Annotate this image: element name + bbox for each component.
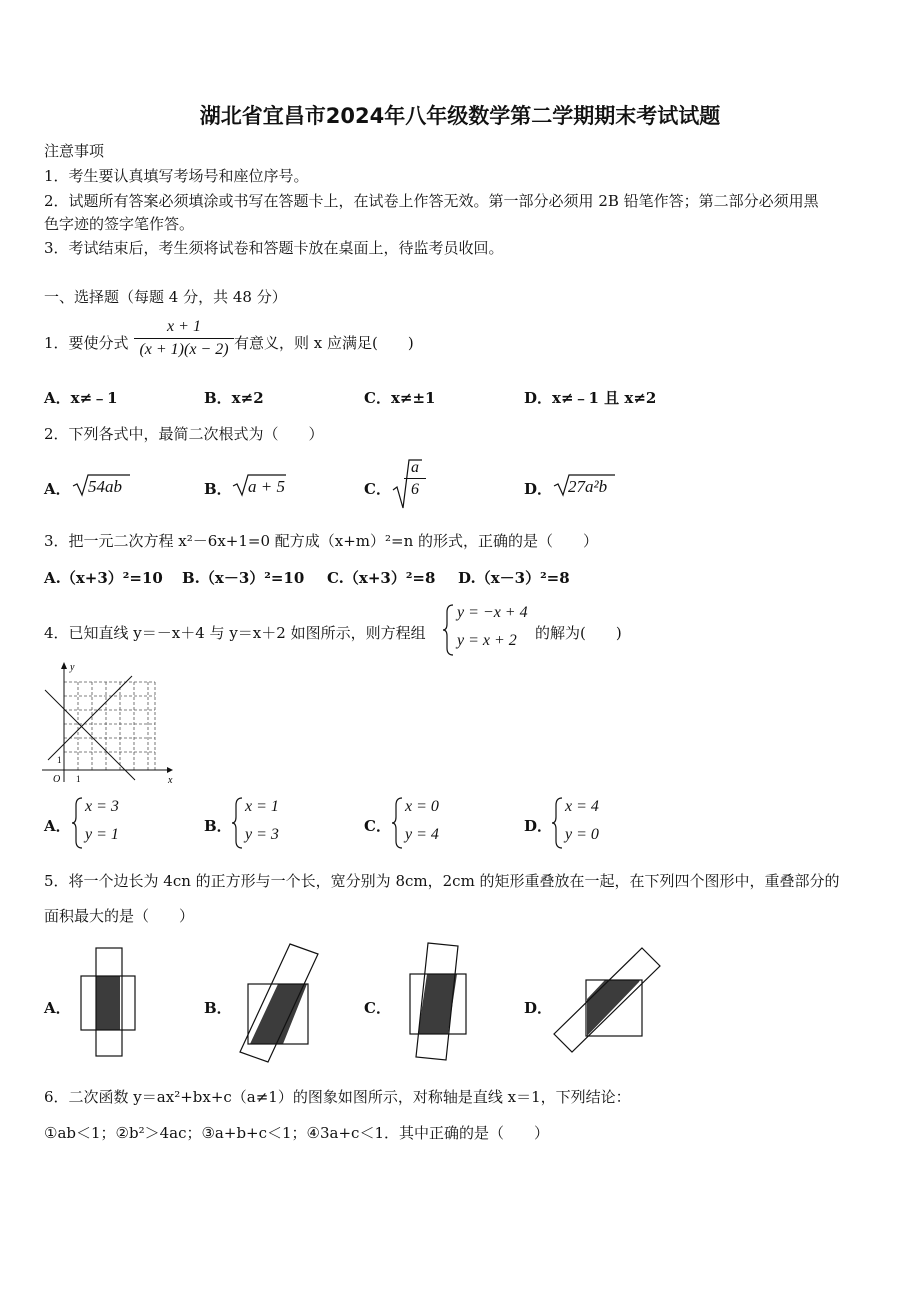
q4-graph-grid [64,682,155,770]
q5-figure-d [552,946,664,1056]
notice-item-2: 2．试题所有答案必须填涂或书写在答题卡上，在试卷上作答无效。第一部分必须用 2B 铅笔作答；第二部分必须用黑 [44,192,819,210]
q4-option-c[interactable]: C． [364,817,391,835]
q4-d-brace [552,797,564,849]
q5-option-c[interactable]: C． [364,999,391,1017]
q5-d-overlap [587,980,640,1036]
q6-stem-line1: 6．二次函数 y＝ax²+bx+c（a≠1）的图象如图所示，对称轴是直线 x＝1，下列结论： [44,1088,631,1106]
q5-option-a[interactable]: A． [44,999,71,1017]
q1-prefix: 1．要使分式 [44,334,129,352]
notice-heading: 注意事项 [44,142,105,160]
q3-option-c[interactable]: C.（x+3）²=8 [327,569,436,587]
q4-option-a[interactable]: A． [44,817,71,835]
q2-c-denominator: 6 [411,481,419,498]
q5-stem-line2: 面积最大的是（ ） [44,907,195,925]
q4-graph-tick-x: 1 [76,774,81,784]
q2-a-radicand: 54ab [88,477,122,496]
q4-line-pos [48,676,132,760]
section-heading: 一、选择题（每题 4 分，共 48 分） [44,288,287,306]
q3-option-a[interactable]: A.（x+3）²=10 [44,569,163,587]
q2-option-b[interactable]: B． [204,480,232,498]
q5-figure-b [238,940,328,1066]
q4-b-eq2: y = 3 [245,826,279,843]
q5-option-b[interactable]: B． [204,999,232,1017]
q4-a-eq2: y = 1 [85,826,119,843]
q1-fraction [134,318,234,359]
q4-c-brace [392,797,404,849]
q4-graph-tick-y: 1 [57,755,62,765]
q5-figure-c [400,940,472,1066]
q1-option-c[interactable]: C．x≠±1 [364,389,436,407]
q4-c-eq1: x = 0 [405,798,439,815]
q4-graph-y-arrow [61,662,67,669]
q4-a-eq1: x = 3 [85,798,119,815]
page-title: 湖北省宜昌市2024年八年级数学第二学期期末考试试题 [199,104,721,128]
q5-figure-a [80,946,140,1058]
q1-option-b[interactable]: B．x≠2 [204,389,264,407]
q1-frac-denominator: (x + 1)(x − 2) [139,341,229,358]
q4-prefix: 4．已知直线 y＝－x＋4 与 y＝x＋2 如图所示，则方程组 [44,624,426,642]
q6-stem-line2: ①ab＜1；②b²＞4ac；③a+b+c＜1；④3a+c＜1．其中正确的是（ ） [44,1124,550,1142]
q4-graph-y-label: y [70,662,75,673]
q3-stem: 3．把一元二次方程 x²－6x+1=0 配方成（x+m）²=n 的形式，正确的是（ ） [44,532,599,550]
q4-b-brace [232,797,244,849]
q4-graph-origin: O [53,774,61,785]
q4-system-eq2: y = x + 2 [457,632,517,649]
q2-option-a[interactable]: A． [44,480,71,498]
q4-system-brace [443,604,455,656]
q4-graph [40,660,180,786]
notice-item-3: 3．考试结束后，考生须将试卷和答题卡放在桌面上，待监考员收回。 [44,239,504,257]
q4-a-brace [72,797,84,849]
q2-c-fraction [404,459,426,499]
q1-suffix: 有意义，则 x 应满足( ) [234,334,414,352]
q4-option-d[interactable]: D． [524,817,553,835]
q5-a-overlap [96,976,120,1030]
q1-frac-numerator: x + 1 [134,318,234,339]
q5-stem-line1: 5．将一个边长为 4cn 的正方形与一个长，宽分别为 8cm，2cm 的矩形重叠放在一起，在下列四个图形中，重叠部分的 [44,872,840,890]
q2-b-radicand: a + 5 [248,477,285,496]
q4-d-eq2: y = 0 [565,826,599,843]
q2-c-numerator: a [404,459,426,479]
q4-graph-x-label: x [168,775,173,786]
q4-line-neg [45,690,135,780]
q1-option-d[interactable]: D．x≠﹣1 且 x≠2 [524,389,657,407]
q4-b-eq1: x = 1 [245,798,279,815]
q5-b-overlap [250,984,307,1044]
q3-option-b[interactable]: B.（x－3）²=10 [182,569,305,587]
q4-graph-x-arrow [167,767,173,773]
q4-suffix: 的解为( ) [535,624,622,642]
q2-stem: 2．下列各式中，最简二次根式为（ ） [44,425,324,443]
q5-option-d[interactable]: D． [524,999,553,1017]
q4-d-eq1: x = 4 [565,798,599,815]
q2-option-c[interactable]: C． [364,480,391,498]
q3-option-d[interactable]: D.（x－3）²=8 [458,569,570,587]
q4-option-b[interactable]: B． [204,817,232,835]
q1-option-a[interactable]: A．x≠﹣1 [44,389,118,407]
notice-item-2-cont: 色字迹的签字笔作答。 [44,215,195,233]
q2-d-radicand: 27a²b [568,477,608,496]
q4-c-eq2: y = 4 [405,826,439,843]
q2-option-d[interactable]: D． [524,480,553,498]
q4-system-eq1: y = −x + 4 [457,604,528,621]
notice-item-1: 1．考生要认真填写考场号和座位序号。 [44,167,309,185]
